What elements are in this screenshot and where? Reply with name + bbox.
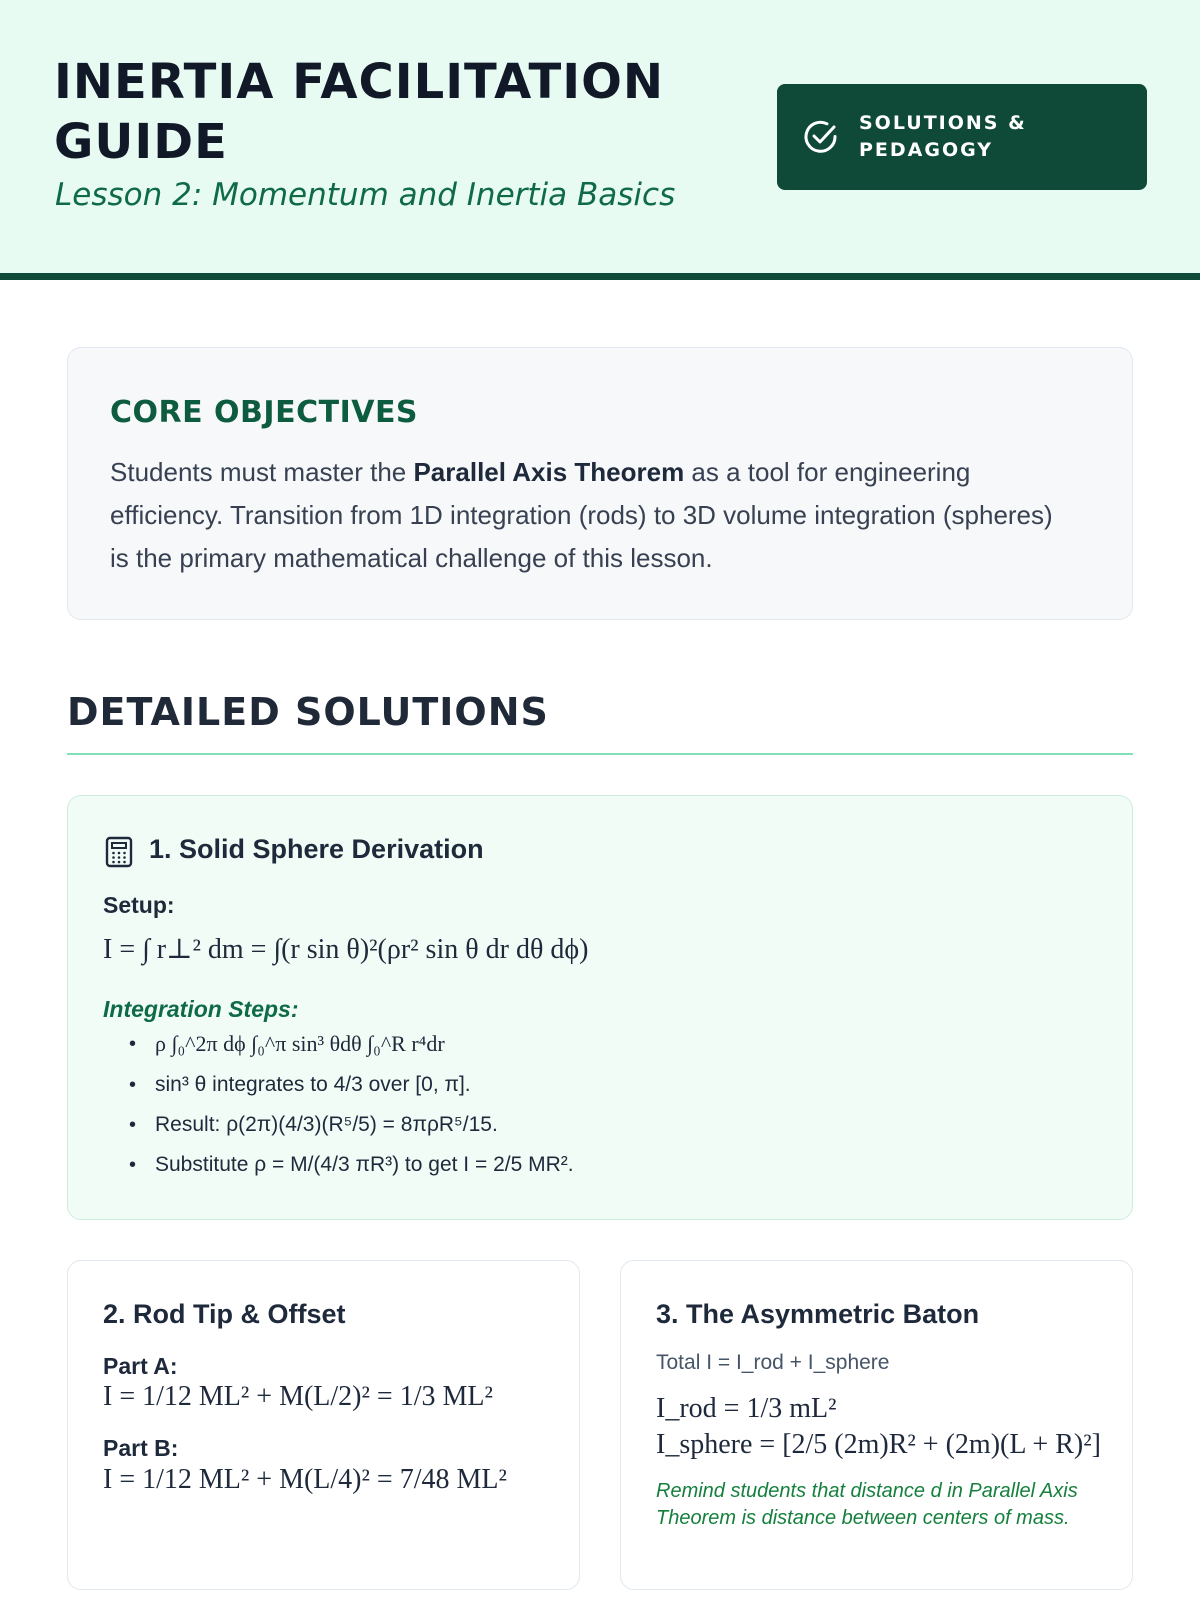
objectives-text	[110, 451, 1070, 580]
list-item	[103, 1145, 1003, 1185]
part-b-formula: I = 1/12 ML² + M(L/4)² = 7/48 ML²	[103, 1464, 507, 1495]
solutions-badge	[777, 84, 1147, 190]
rod-offset-card	[67, 1260, 580, 1590]
objectives-heading: CORE OBJECTIVES	[110, 395, 419, 430]
page-header	[0, 0, 1200, 280]
baton-total: Total I = I_rod + I_sphere	[656, 1351, 890, 1374]
setup-formula: I = ∫ r⊥² dm = ∫(r sin θ)²(ρr² sin θ dr dθ dϕ)	[103, 934, 589, 965]
baton-card-title: 3. The Asymmetric Baton	[656, 1299, 980, 1329]
part-a-formula: I = 1/12 ML² + M(L/2)² = 1/3 ML²	[103, 1381, 493, 1412]
badge-label: SOLUTIONS & PEDAGOGY	[859, 112, 1027, 161]
rod-inertia-formula: I_rod = 1/3 mL²	[656, 1393, 837, 1424]
asymmetric-baton-card	[620, 1260, 1133, 1590]
teaching-note: Remind students that distance d in Parallel Axis Theorem is distance between centers of mass.	[656, 1480, 1078, 1529]
step-text: Substitute ρ = M/(4/3 πR³) to get I = 2/5 MR².	[155, 1153, 574, 1176]
solutions-heading: DETAILED SOLUTIONS	[67, 690, 549, 734]
page-subtitle: Lesson 2: Momentum and Inertia Basics	[55, 177, 676, 213]
part-b-label: Part B:	[103, 1435, 179, 1461]
sphere-card-title: 1. Solid Sphere Derivation	[149, 834, 484, 864]
step-text: ρ ∫₀^2π dϕ ∫₀^π sin³ θdθ ∫₀^R r⁴dr	[155, 1031, 445, 1056]
objectives-text-start: Students must master the	[110, 457, 414, 487]
section-divider	[67, 753, 1133, 755]
integration-steps-label: Integration Steps:	[103, 996, 299, 1022]
rod-card-title: 2. Rod Tip & Offset	[103, 1299, 346, 1329]
integration-steps-list	[103, 1024, 1003, 1185]
check-circle-icon	[801, 117, 841, 157]
page-title: INERTIA FACILITATION GUIDE	[54, 54, 665, 170]
step-text: Result: ρ(2π)(4/3)(R⁵/5) = 8πρR⁵/15.	[155, 1113, 498, 1136]
part-a-label: Part A:	[103, 1353, 178, 1379]
objectives-highlight: Parallel Axis Theorem	[413, 457, 685, 487]
objectives-text-end: as a tool for engineering efficiency. Transition from 1D integration (rods) to 3D volume integration (spheres) is the primary mathematical challenge of this lesson.	[110, 457, 1053, 573]
list-item	[103, 1105, 1003, 1145]
objectives-card	[67, 347, 1133, 620]
sphere-derivation-card	[67, 795, 1133, 1220]
list-item	[103, 1024, 1003, 1065]
calculator-icon	[105, 836, 133, 868]
step-text: sin³ θ integrates to 4/3 over [0, π].	[155, 1073, 471, 1096]
setup-label: Setup:	[103, 892, 175, 918]
sphere-inertia-formula: I_sphere = [2/5 (2m)R² + (2m)(L + R)²]	[656, 1429, 1101, 1460]
list-item	[103, 1065, 1003, 1105]
